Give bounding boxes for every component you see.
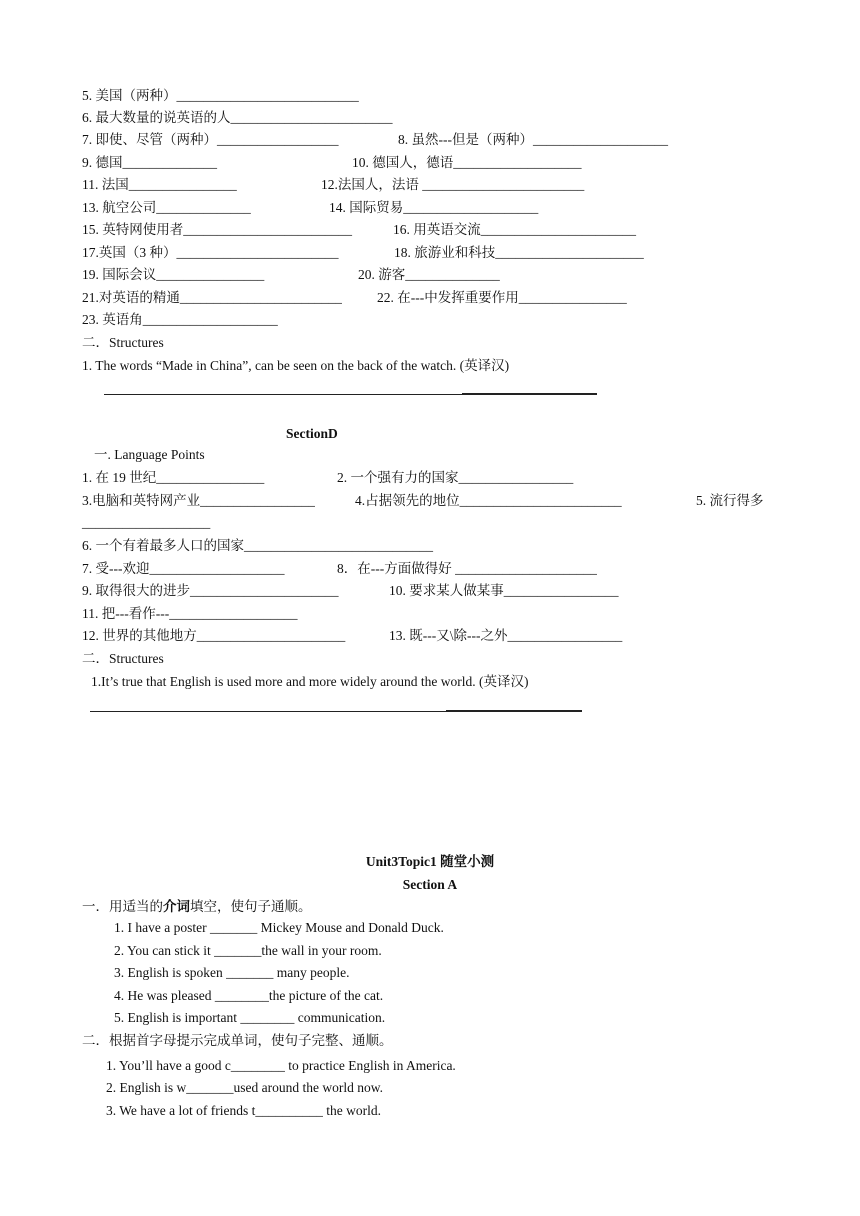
- vocab-item: 8．在---方面做得好 _____________________: [337, 561, 597, 576]
- vocab-item: 4.占据领先的地位________________________: [355, 493, 622, 508]
- vocab-item: 7. 受---欢迎____________________: [82, 561, 285, 576]
- vocab-item: 6. 一个有着最多人口的国家____________________________: [82, 538, 433, 553]
- answer-line: [446, 710, 582, 712]
- quiz-item: 4. He was pleased ________the picture of the cat.: [114, 988, 384, 1003]
- vocab-item: 2. 一个强有力的国家_________________: [337, 470, 574, 485]
- answer-line: [318, 394, 462, 395]
- vocab-item: 12.法国人，法语 ________________________: [321, 177, 585, 192]
- vocab-item: 19. 国际会议________________: [82, 267, 265, 282]
- vocab-item: 20. 游客______________: [358, 267, 500, 282]
- vocab-item: 9. 取得很大的进步______________________: [82, 583, 339, 598]
- vocab-item: 15. 英特网使用者_________________________: [82, 222, 352, 237]
- quiz-item: 1. You’ll have a good c________ to practice English in America.: [106, 1058, 456, 1073]
- answer-line: [90, 711, 302, 712]
- vocab-item: 21.对英语的精通________________________: [82, 290, 342, 305]
- quiz-part2-heading: 二．根据首字母提示完成单词，使句子完整、通顺。: [82, 1033, 393, 1048]
- quiz-item: 1. I have a poster _______ Mickey Mouse and Donald Duck.: [114, 920, 444, 935]
- vocab-item: 8. 虽然---但是（两种）____________________: [398, 132, 668, 147]
- vocab-item: 14. 国际贸易____________________: [329, 200, 539, 215]
- vocab-item: 11. 把---看作---___________________: [82, 606, 298, 621]
- vocab-item: 10. 德国人，德语___________________: [352, 155, 582, 170]
- vocab-item: 12. 世界的其他地方______________________: [82, 628, 346, 643]
- section-title: SectionD: [286, 426, 338, 441]
- vocab-item: 3.电脑和英特网产业_________________: [82, 493, 315, 508]
- vocab-item: 16. 用英语交流_______________________: [393, 222, 636, 237]
- structures-heading: 二．Structures: [82, 335, 164, 350]
- vocab-item: 13. 既---又\除---之外_________________: [389, 628, 623, 643]
- vocab-item: 10. 要求某人做某事_________________: [389, 583, 619, 598]
- vocab-item: 9. 德国______________: [82, 155, 217, 170]
- vocab-item: 17.英国（3 种）________________________: [82, 245, 339, 260]
- vocab-item: 13. 航空公司______________: [82, 200, 251, 215]
- vocab-item: 18. 旅游业和科技______________________: [394, 245, 644, 260]
- vocab-item: 23. 英语角____________________: [82, 312, 278, 327]
- answer-line: [302, 711, 446, 712]
- answer-line: [104, 394, 318, 395]
- quiz-item: 2. English is w_______used around the world now.: [106, 1080, 383, 1095]
- structure-sentence: 1. The words “Made in China”, can be seen on the back of the watch. (英译汉): [82, 358, 510, 373]
- vocab-item: 1. 在 19 世纪________________: [82, 470, 265, 485]
- vocab-item: 6. 最大数量的说英语的人________________________: [82, 110, 393, 125]
- vocab-item: 22. 在---中发挥重要作用________________: [377, 290, 627, 305]
- answer-line: [462, 393, 597, 395]
- quiz-item: 3. English is spoken _______ many people.: [114, 965, 350, 980]
- quiz-section-title: Section A: [402, 877, 458, 892]
- structures-heading: 二．Structures: [82, 651, 164, 666]
- vocab-item: 7. 即使、尽管（两种）__________________: [82, 132, 339, 147]
- heading-text: 填空，使句子通顺。: [190, 899, 312, 914]
- quiz-item: 5. English is important ________ communication.: [114, 1010, 386, 1025]
- quiz-part1-heading: [82, 898, 312, 916]
- vocab-item: 5. 流行得多: [696, 493, 764, 508]
- quiz-title: Unit3Topic1 随堂小测: [365, 854, 495, 869]
- section-heading: 一. Language Points: [94, 447, 205, 462]
- vocab-item: 5. 美国（两种）___________________________: [82, 88, 359, 103]
- quiz-item: 2. You can stick it _______the wall in your room.: [114, 943, 382, 958]
- heading-text: 一．用适当的: [82, 899, 163, 914]
- vocab-item: 11. 法国________________: [82, 177, 237, 192]
- structure-sentence: 1.It’s true that English is used more and more widely around the world. (英译汉): [91, 674, 529, 689]
- vocab-item: ___________________: [82, 515, 211, 530]
- quiz-item: 3. We have a lot of friends t__________ the world.: [106, 1103, 381, 1118]
- heading-emphasis: 介词: [163, 899, 190, 914]
